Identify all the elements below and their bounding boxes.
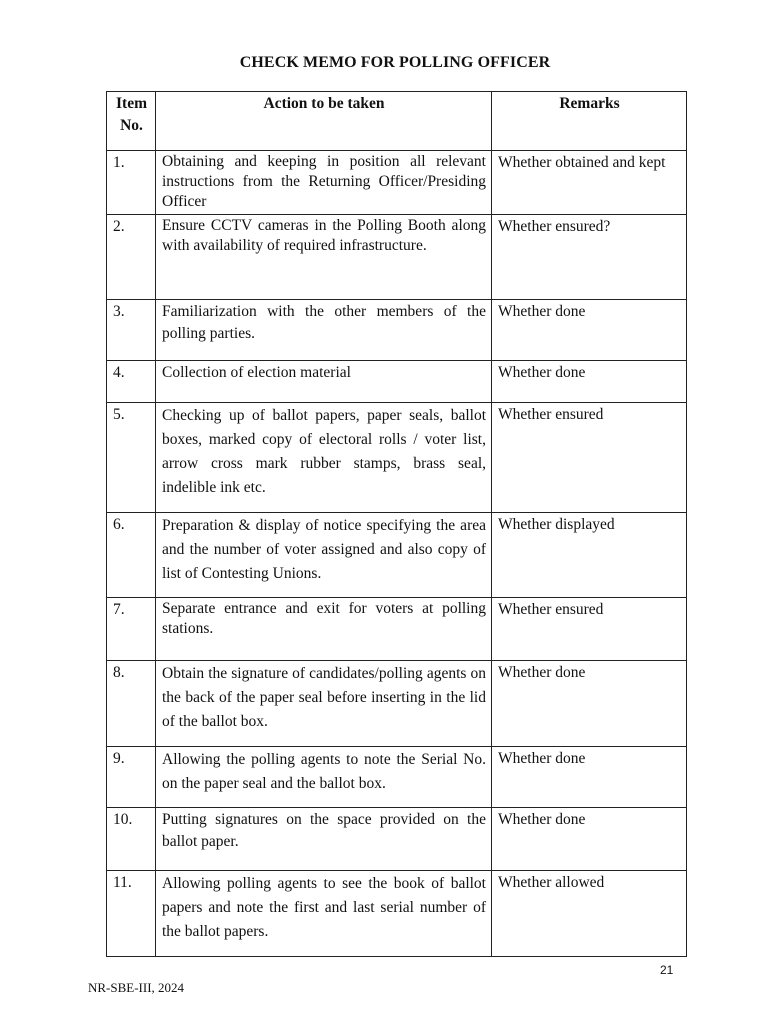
item-number: 6. [107,513,156,598]
action-text: Allowing polling agents to see the book of ballot papers and note the first and last serial number of the ballot papers. [156,871,492,957]
table-row [107,871,687,957]
action-text: Allowing the polling agents to note the Serial No. on the paper seal and the ballot box. [156,747,492,808]
remark-text: Whether displayed [492,513,687,598]
table-row [107,808,687,871]
action-text: Putting signatures on the space provided on the ballot paper. [156,808,492,871]
action-text: Obtaining and keeping in position all relevant instructions from the Returning Officer/Presiding Officer [156,151,492,215]
remark-text: Whether done [492,661,687,747]
remark-text: Whether done [492,300,687,361]
footer-text: NR-SBE-III, 2024 [88,980,185,995]
item-number: 7. [107,598,156,661]
item-number: 5. [107,403,156,513]
header-action: Action to be taken [156,92,492,151]
table-row [107,151,687,215]
document-title: CHECK MEMO FOR POLLING OFFICER [239,54,551,71]
item-number: 10. [107,808,156,871]
remark-text: Whether done [492,361,687,403]
action-text: Separate entrance and exit for voters at polling stations. [156,598,492,661]
table-row [107,598,687,661]
remark-text: Whether obtained and kept [492,151,687,215]
item-number: 2. [107,215,156,300]
header-remarks: Remarks [492,92,687,151]
item-number: 11. [107,871,156,957]
table-row [107,215,687,300]
page-number: 21 [660,963,674,977]
table-row [107,361,687,403]
remark-text: Whether ensured? [492,215,687,300]
item-number: 8. [107,661,156,747]
action-text: Checking up of ballot papers, paper seals, ballot boxes, marked copy of electoral rolls / voter list, arrow cross mark rubber stamps, brass seal, indelible ink etc. [156,403,492,513]
table-row [107,403,687,513]
remark-text: Whether allowed [492,871,687,957]
action-text: Familiarization with the other members of the polling parties. [156,300,492,361]
table-row [107,661,687,747]
table-row [107,300,687,361]
check-memo-table [106,91,687,957]
action-text: Ensure CCTV cameras in the Polling Booth along with availability of required infrastructure. [156,215,492,300]
table-row [107,747,687,808]
action-text: Collection of election material [156,361,492,403]
action-text: Obtain the signature of candidates/polling agents on the back of the paper seal before inserting in the lid of the ballot box. [156,661,492,747]
remark-text: Whether done [492,808,687,871]
item-number: 1. [107,151,156,215]
item-number: 9. [107,747,156,808]
header-item-no: Item No. [107,92,156,151]
action-text: Preparation & display of notice specifying the area and the number of voter assigned and also copy of list of Contesting Unions. [156,513,492,598]
item-number: 3. [107,300,156,361]
remark-text: Whether ensured [492,598,687,661]
item-number: 4. [107,361,156,403]
remark-text: Whether ensured [492,403,687,513]
table-header-row [107,92,687,151]
remark-text: Whether done [492,747,687,808]
table-row [107,513,687,598]
